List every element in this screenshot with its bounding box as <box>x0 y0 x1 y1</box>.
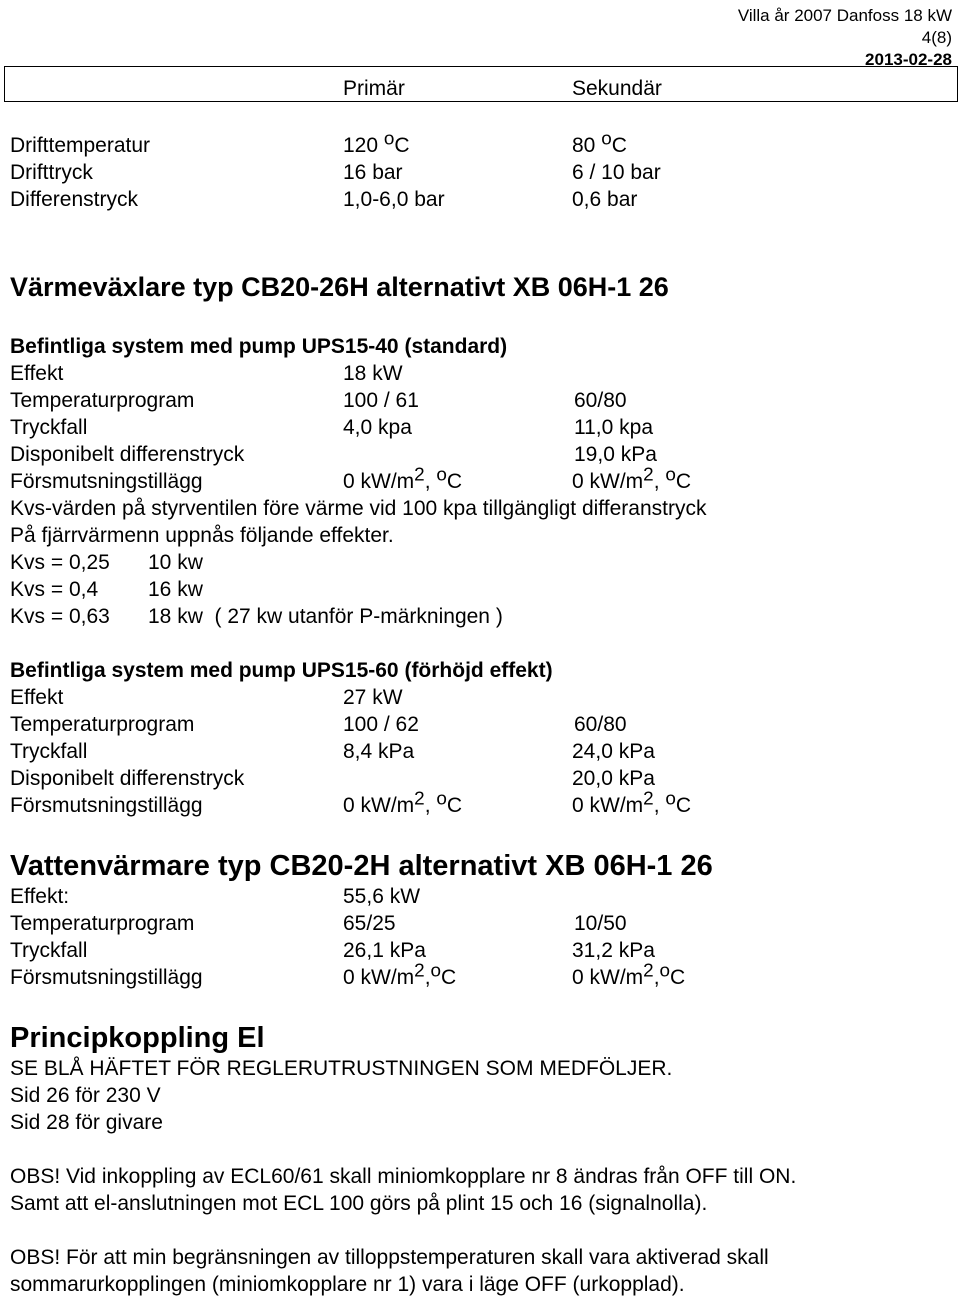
kvs-description: Kvs-värden på styrventilen före värme vid 100 kpa tillgängligt differanstryck <box>10 497 707 520</box>
obs-note: OBS! Vid inkoppling av ECL60/61 skall miniomkopplare nr 8 ändras från OFF till ON. <box>10 1165 797 1188</box>
row-primary: 8,4 kPa <box>343 740 415 763</box>
row-label: Tryckfall <box>10 416 88 439</box>
column-header-frame <box>4 66 958 102</box>
row-label: Försmutsningstillägg <box>10 470 203 493</box>
section-subtitle: Befintliga system med pump UPS15-40 (standard) <box>10 335 508 358</box>
section-water-heater-title: Vattenvärmare typ CB20-2H alternativt XB 06H-1 26 <box>10 850 713 882</box>
row-primary: 65/25 <box>343 912 396 935</box>
kvs-value: Kvs = 0,25 <box>10 551 110 574</box>
obs-note: OBS! För att min begränsningen av tilloppstemperaturen skall vara aktiverad skall <box>10 1246 769 1269</box>
condition-secondary: 80 $^o$C <box>572 128 627 157</box>
row-label: Effekt <box>10 362 64 385</box>
row-label: Försmutsningstillägg <box>10 794 203 817</box>
section-heat-exchanger-title: Värmeväxlare typ CB20-26H alternativt XB 06H-1 26 <box>10 272 669 302</box>
condition-secondary: 0,6 bar <box>572 188 638 211</box>
row-label: Försmutsningstillägg <box>10 966 203 989</box>
kvs-value: Kvs = 0,4 <box>10 578 99 601</box>
row-label: Effekt: <box>10 885 70 908</box>
electrical-note: Sid 26 för 230 V <box>10 1084 161 1107</box>
document-date: 2013-02-28 <box>865 50 952 69</box>
row-label: Tryckfall <box>10 939 88 962</box>
condition-primary: 16 bar <box>343 161 403 184</box>
row-secondary: 10/50 <box>574 912 627 935</box>
row-primary: 18 kW <box>343 362 403 385</box>
condition-label: Drifttryck <box>10 161 93 184</box>
row-label: Disponibelt differenstryck <box>10 767 245 790</box>
row-primary: 0 $kW/m^2,^oC$ <box>343 960 457 989</box>
obs-note: Samt att el-anslutningen mot ECL 100 görs på plint 15 och 16 (signalnolla). <box>10 1192 708 1215</box>
row-primary: 100 / 61 <box>343 389 419 412</box>
row-primary: 27 kW <box>343 686 403 709</box>
row-secondary: 20,0 kPa <box>572 767 655 790</box>
row-label: Temperaturprogram <box>10 713 195 736</box>
row-secondary: 60/80 <box>574 389 627 412</box>
row-secondary: 19,0 kPa <box>574 443 657 466</box>
kvs-power: 16 kw <box>148 578 203 601</box>
row-primary: 26,1 kPa <box>343 939 426 962</box>
kvs-power: 10 kw <box>148 551 203 574</box>
condition-primary: 120 $^o$C <box>343 128 410 157</box>
condition-label: Differenstryck <box>10 188 138 211</box>
row-secondary: 0 $kW/m^2$, $^o$C <box>572 464 692 493</box>
page-number: 4(8) <box>921 28 952 47</box>
row-secondary: 11,0 kpa <box>574 416 654 439</box>
electrical-note: SE BLÅ HÄFTET FÖR REGLERUTRUSTNINGEN SOM MEDFÖLJER. <box>10 1057 673 1080</box>
row-label: Temperaturprogram <box>10 912 195 935</box>
row-secondary: 31,2 kPa <box>572 939 655 962</box>
condition-label: Drifttemperatur <box>10 134 151 157</box>
section-electrical-title: Principkoppling El <box>10 1022 265 1054</box>
obs-note: sommarurkopplingen (miniomkopplare nr 1) vara i läge OFF (urkopplad). <box>10 1273 685 1296</box>
row-primary: 55,6 kW <box>343 885 421 908</box>
row-secondary: 0 $kW/m^2$, $^o$C <box>572 788 692 817</box>
row-primary: 0 $kW/m^2$, $^o$C <box>343 464 463 493</box>
row-label: Tryckfall <box>10 740 88 763</box>
kvs-value: Kvs = 0,63 <box>10 605 110 628</box>
document-title: Villa år 2007 Danfoss 18 kW <box>737 6 952 25</box>
electrical-note: Sid 28 för givare <box>10 1111 163 1134</box>
kvs-description: På fjärrvärmenn uppnås följande effekter. <box>10 524 394 547</box>
row-label: Effekt <box>10 686 64 709</box>
row-primary: 4,0 kpa <box>343 416 412 439</box>
row-secondary: 0 $kW/m^2,^oC$ <box>572 960 686 989</box>
row-primary: 100 / 62 <box>343 713 419 736</box>
row-label: Disponibelt differenstryck <box>10 443 245 466</box>
row-primary: 0 $kW/m^2$, $^o$C <box>343 788 463 817</box>
row-secondary: 60/80 <box>574 713 627 736</box>
condition-primary: 1,0-6,0 bar <box>343 188 445 211</box>
column-header-primary: Primär <box>343 77 405 100</box>
column-header-secondary: Sekundär <box>572 77 662 100</box>
kvs-power: 18 kw ( 27 kw utanför P-märkningen ) <box>148 605 503 628</box>
section-subtitle: Befintliga system med pump UPS15-60 (förhöjd effekt) <box>10 659 553 682</box>
row-secondary: 24,0 kPa <box>572 740 655 763</box>
condition-secondary: 6 / 10 bar <box>572 161 661 184</box>
row-label: Temperaturprogram <box>10 389 195 412</box>
